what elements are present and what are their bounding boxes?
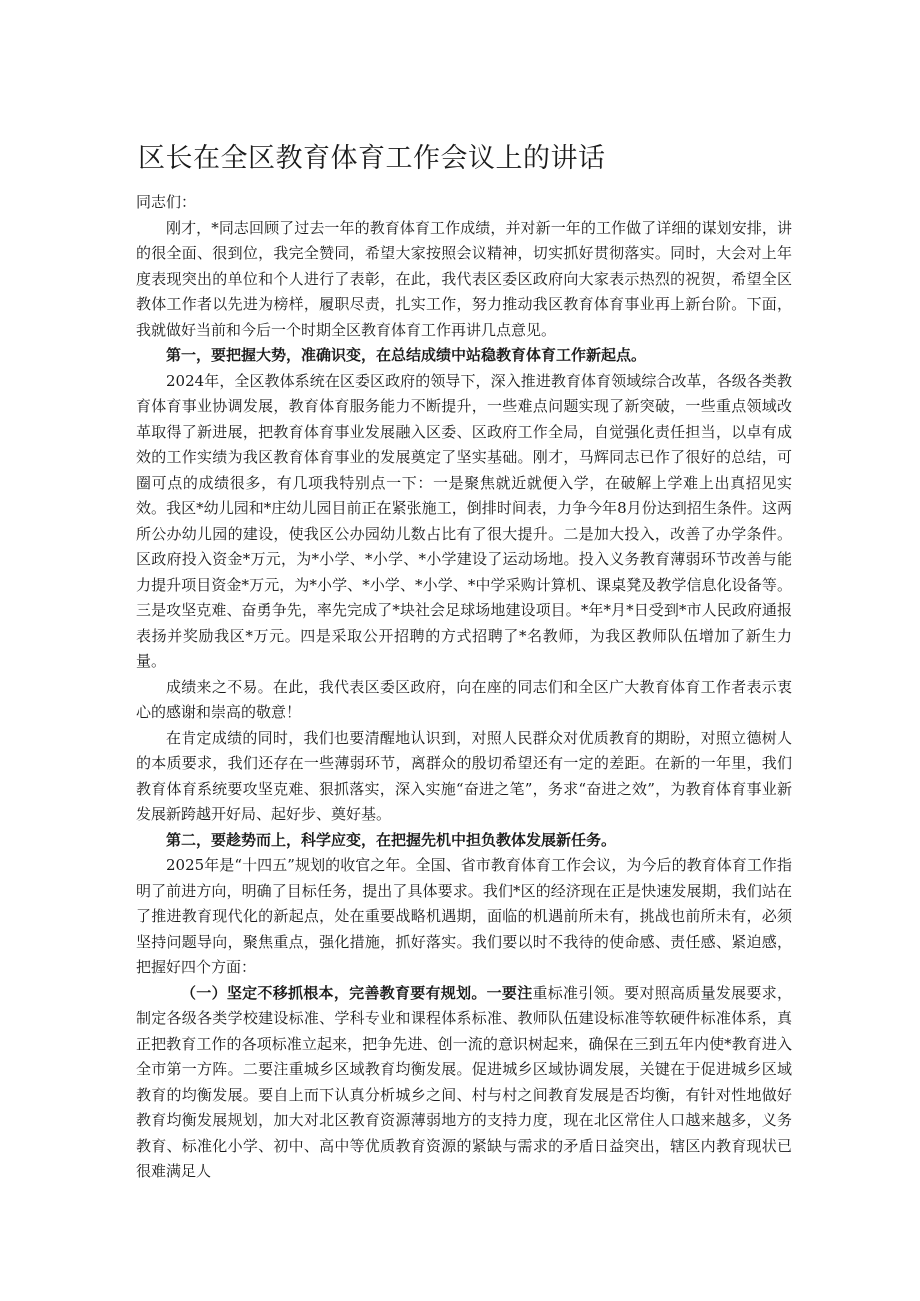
document-page — [136, 140, 792, 1185]
paragraph-gratitude: 成绩来之不易。在此，我代表区委区政府，向在座的同志们和全区广大教育体育工作者表示衷心的感谢和崇高的敬意！ — [136, 677, 792, 721]
page-title: 区长在全区教育体育工作会议上的讲话 — [138, 143, 606, 174]
section-heading-second: 第二，要趁势而上，科学应变，在把握先机中担负教体发展新任务。 — [166, 830, 617, 849]
section-heading-first: 第一，要把握大势，准确识变，在总结成绩中站稳教育体育工作新起点。 — [166, 346, 647, 364]
paragraph-subsection-one — [136, 981, 792, 1185]
subsection-one-lead: （一）坚定不移抓根本，完善教育要有规划。一要注 — [181, 983, 533, 1002]
subsection-one-body: 重标准引领。要对照高质量发展要求，制定各级各类学校建设标准、学科专业和课程体系标准、教师队伍建设标准等软硬件标准体系，真正把教育工作的各项标准立起来，把争先进、创一流的意识树起来，确保在三到五年内使*教育进入全市第一方阵。二要注重城乡区域教育均衡发展。促进城乡区域协调发展，关键在于促进城乡区域教育的均衡发展。要自上而下认真分析城乡之间、村与村之间教育发展是否均衡，有针对性地做好教育均衡发展规划，加大对北区教育资源薄弱地方的支持力度，现在北区常住人口越来越多，义务教育、标准化小学、初中、高中等优质教育资源的紧缺与需求的矛盾日益突出，辖区内教育现状已很难满足人 — [136, 983, 792, 1180]
paragraph-shortcomings: 在肯定成绩的同时，我们也要清醒地认识到，对照人民群众对优质教育的期盼，对照立德树人的本质要求，我们还存在一些薄弱环节，离群众的殷切希望还有一定的差距。在新的一年里，我们教育体育系统要攻坚克难、狠抓落实，深入实施“奋进之笔”，务求“奋进之效”，为教育体育事业新发展新跨越开好局、起好步、奠好基。 — [136, 728, 792, 823]
paragraph-tasks: 2025年是“十四五”规划的收官之年。全国、省市教育体育工作会议，为今后的教育体育工作指明了前进方向，明确了目标任务，提出了具体要求。我们*区的经济现在正是快速发展期，我们站在了推进教育现代化的新起点，处在重要战略机遇期，面临的机遇前所未有，挑战也前所未有，必须坚持问题导向，聚焦重点，强化措施，抓好落实。我们要以时不我待的使命感、责任感、紧迫感，把握好四个方面： — [136, 856, 792, 976]
paragraph-opening: 刚才，*同志回顾了过去一年的教育体育工作成绩，并对新一年的工作做了详细的谋划安排，讲的很全面、很到位，我完全赞同，希望大家按照会议精神，切实抓好贯彻落实。同时，大会对上年度表现突出的单位和个人进行了表彰，在此，我代表区委区政府向大家表示热烈的祝贺，希望全区教体工作者以先进为榜样，履职尽责，扎实工作，努力推动我区教育体育事业再上新台阶。下面，我就做好当前和今后一个时期全区教育体育工作再讲几点意见。 — [136, 218, 792, 339]
paragraph-achievements: 2024年，全区教体系统在区委区政府的领导下，深入推进教育体育领域综合改革，各级各类教育体育事业协调发展，教育体育服务能力不断提升，一些难点问题实现了新突破，一些重点领域改革取得了新进展，把教育体育事业发展融入区委、区政府工作全局，自觉强化责任担当，以卓有成效的工作实绩为我区教育体育事业的发展奠定了坚实基础。刚才，马辉同志已作了很好的总结，可圈可点的成绩很多，有几项我特别点一下：一是聚焦就近就便入学，在破解上学难上出真招见实效。我区*幼儿园和*庄幼儿园目前正在紧张施工，倒排时间表，力争今年8月份达到招生条件。这两所公办幼儿园的建设，使我区公办园幼儿数占比有了很大提升。二是加大投入，改善了办学条件。区政府投入资金*万元，为*小学、*小学、*小学建设了运动场地。投入义务教育薄弱环节改善与能力提升项目资金*万元，为*小学、*小学、*小学、*中学采购计算机、课桌凳及教学信息化设备等。三是攻坚克难、奋勇争先，率先完成了*块社会足球场地建设项目。*年*月*日受到*市人民政府通报表扬并奖励我区*万元。四是采取公开招聘的方式招聘了*名教师，为我区教师队伍增加了新生力量。 — [136, 371, 792, 670]
salutation: 同志们： — [136, 193, 197, 211]
